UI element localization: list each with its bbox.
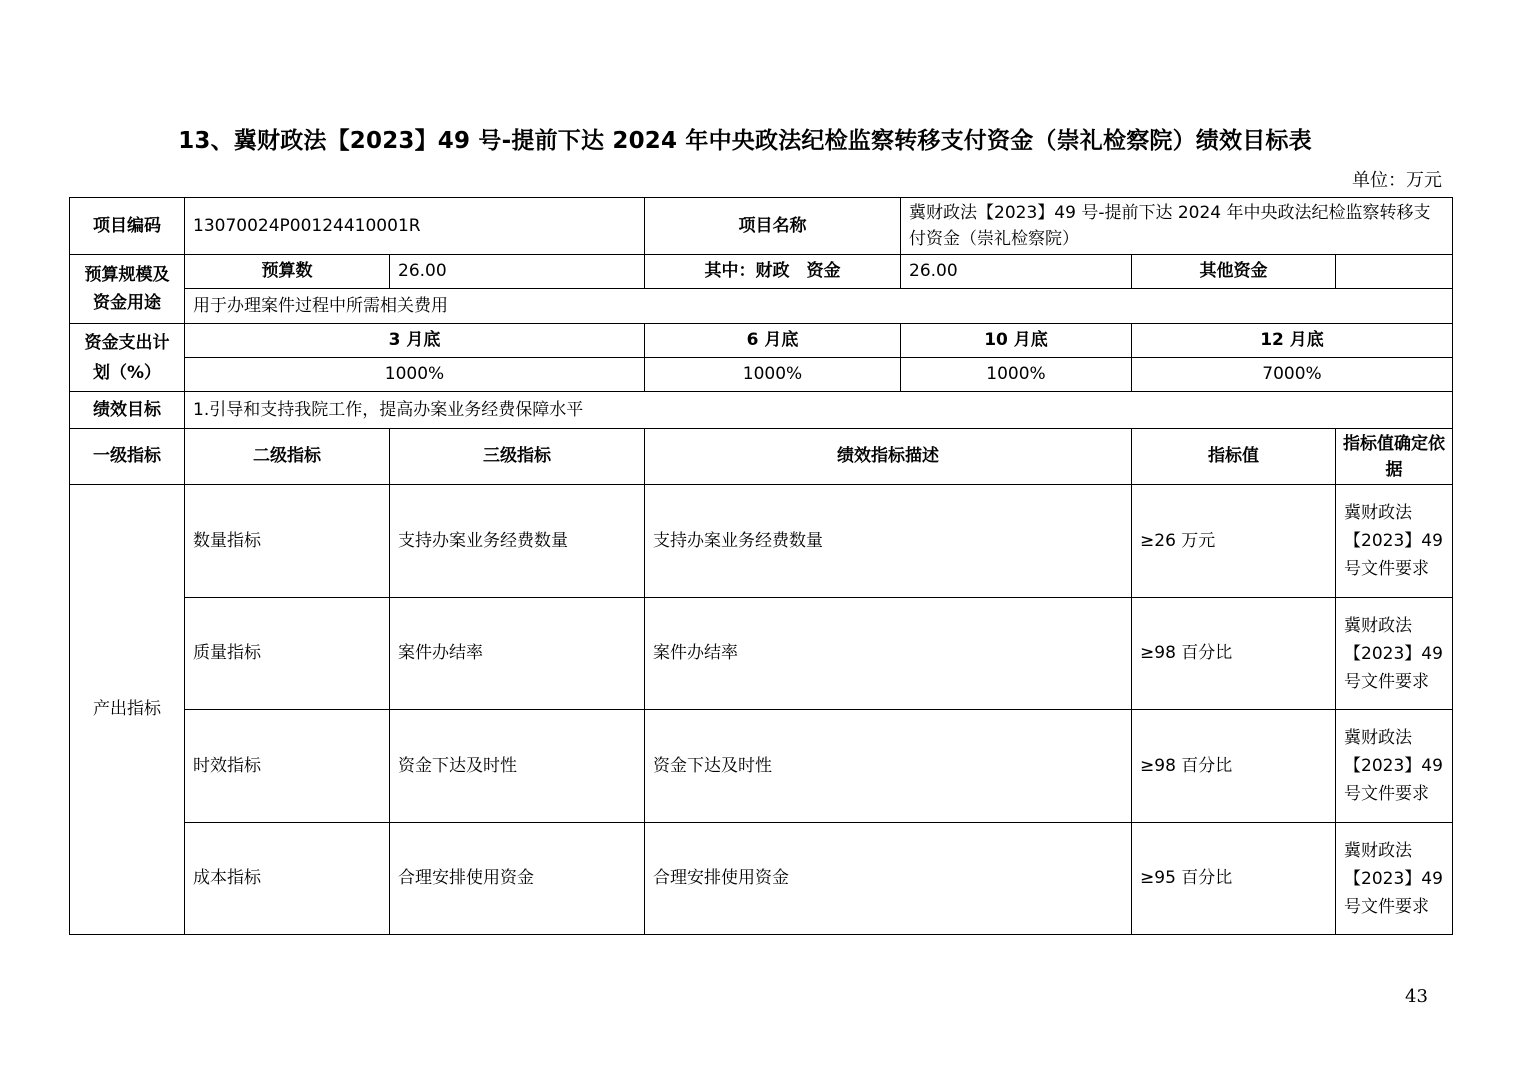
table-row	[70, 485, 1453, 598]
usage-row	[70, 289, 1453, 324]
header-description: 绩效指标描述	[645, 429, 1132, 485]
indicator-value: ≥26 万元	[1132, 485, 1336, 598]
header-level1: 一级指标	[70, 429, 185, 485]
plan-header-mar: 3 月底	[185, 324, 645, 358]
plan-header-dec: 12 月底	[1132, 324, 1453, 358]
indicator-level2: 成本指标	[185, 823, 390, 935]
plan-value-oct: 1000%	[901, 358, 1132, 392]
unit-label: 单位：万元	[1352, 170, 1442, 191]
budget-label: 预算规模及资金用途	[70, 255, 185, 324]
indicator-description: 案件办结率	[645, 598, 1132, 710]
indicator-description: 支持办案业务经费数量	[645, 485, 1132, 598]
header-value: 指标值	[1132, 429, 1336, 485]
indicator-description: 合理安排使用资金	[645, 823, 1132, 935]
header-basis: 指标值确定依据	[1336, 429, 1453, 485]
indicator-level2: 质量指标	[185, 598, 390, 710]
indicator-level3: 合理安排使用资金	[390, 823, 645, 935]
plan-header-jun: 6 月底	[645, 324, 901, 358]
indicator-level3: 案件办结率	[390, 598, 645, 710]
indicator-level2: 时效指标	[185, 710, 390, 823]
header-level2: 二级指标	[185, 429, 390, 485]
indicator-basis: 冀财政法【2023】49 号文件要求	[1336, 823, 1453, 935]
budget-amount-label: 预算数	[185, 255, 390, 289]
indicator-value: ≥98 百分比	[1132, 598, 1336, 710]
plan-header-row	[70, 324, 1453, 358]
goal-label: 绩效目标	[70, 392, 185, 429]
level1-output: 产出指标	[70, 485, 185, 935]
budget-row	[70, 255, 1453, 289]
page-number: 43	[1405, 986, 1428, 1007]
fiscal-fund-label: 其中：财政 资金	[645, 255, 901, 289]
project-row	[70, 198, 1453, 255]
plan-value-mar: 1000%	[185, 358, 645, 392]
project-name-label: 项目名称	[645, 198, 901, 255]
goal-text: 1.引导和支持我院工作，提高办案业务经费保障水平	[185, 392, 1453, 429]
indicator-value: ≥98 百分比	[1132, 710, 1336, 823]
project-code-label: 项目编码	[70, 198, 185, 255]
fund-usage: 用于办理案件过程中所需相关费用	[185, 289, 1453, 324]
indicator-description: 资金下达及时性	[645, 710, 1132, 823]
header-level3: 三级指标	[390, 429, 645, 485]
other-fund-label: 其他资金	[1132, 255, 1336, 289]
other-fund-value	[1336, 255, 1453, 289]
plan-value-jun: 1000%	[645, 358, 901, 392]
performance-table	[69, 197, 1453, 935]
table-row	[70, 710, 1453, 823]
fiscal-fund-value: 26.00	[901, 255, 1132, 289]
plan-value-dec: 7000%	[1132, 358, 1453, 392]
budget-amount-value: 26.00	[390, 255, 645, 289]
goal-row	[70, 392, 1453, 429]
plan-label: 资金支出计划（%）	[70, 324, 185, 392]
indicator-level2: 数量指标	[185, 485, 390, 598]
indicator-basis: 冀财政法【2023】49 号文件要求	[1336, 710, 1453, 823]
indicator-basis: 冀财政法【2023】49 号文件要求	[1336, 485, 1453, 598]
table-row	[70, 598, 1453, 710]
indicator-header-row	[70, 429, 1453, 485]
project-code-value: 13070024P00124410001R	[185, 198, 645, 255]
indicator-basis: 冀财政法【2023】49 号文件要求	[1336, 598, 1453, 710]
indicator-level3: 资金下达及时性	[390, 710, 645, 823]
plan-value-row	[70, 358, 1453, 392]
table-row	[70, 823, 1453, 935]
indicator-value: ≥95 百分比	[1132, 823, 1336, 935]
indicator-level3: 支持办案业务经费数量	[390, 485, 645, 598]
project-name-value: 冀财政法【2023】49 号-提前下达 2024 年中央政法纪检监察转移支付资金（崇礼检察院）	[901, 198, 1453, 255]
page-title: 13、冀财政法【2023】49 号-提前下达 2024 年中央政法纪检监察转移支付资金（崇礼检察院）绩效目标表	[178, 128, 1312, 154]
plan-header-oct: 10 月底	[901, 324, 1132, 358]
